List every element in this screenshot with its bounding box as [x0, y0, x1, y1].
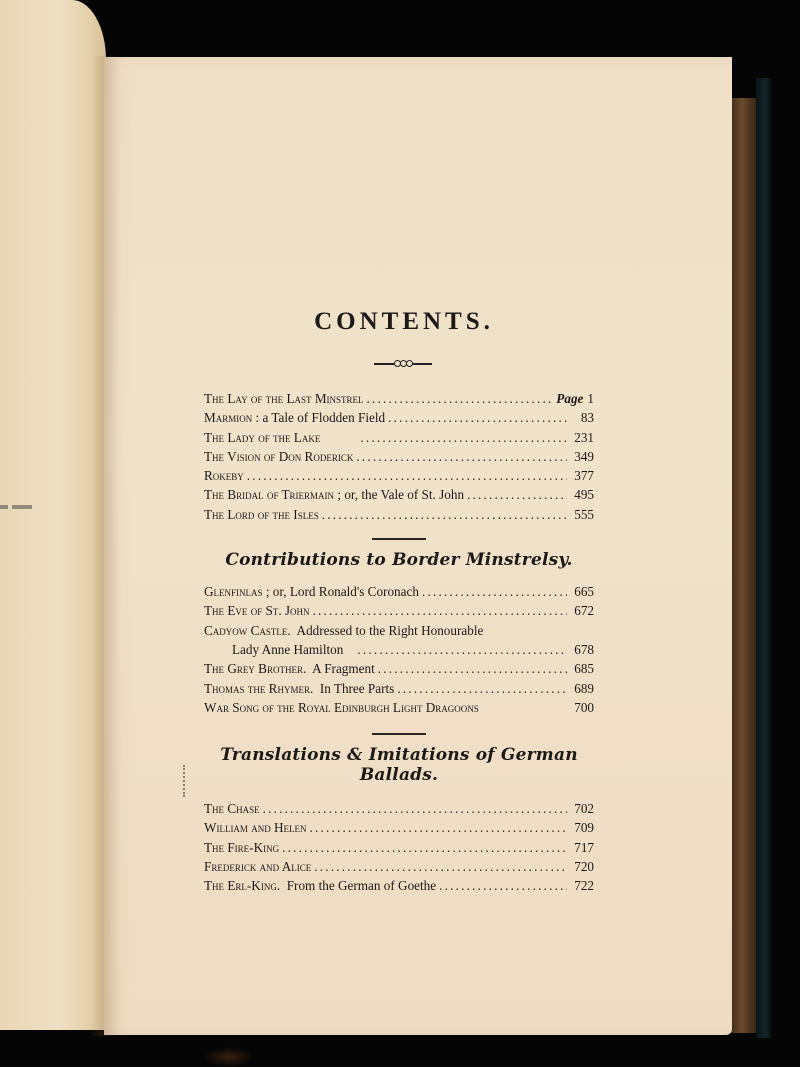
toc-entry[interactable]: [204, 466, 594, 485]
book-spine-shadow: [756, 78, 772, 1038]
ornament-divider-icon: [212, 360, 594, 367]
entry-subtitle: : a Tale of Flodden Field: [252, 410, 386, 426]
toc-entry[interactable]: [204, 428, 594, 447]
page-gutter: [90, 56, 120, 1036]
entry-page: 349: [574, 448, 594, 464]
dot-leader: [467, 485, 567, 504]
entry-page: 720: [574, 859, 594, 875]
dot-leader: [357, 640, 567, 659]
entry-page: 678: [574, 641, 594, 657]
toc-entry[interactable]: [204, 876, 594, 895]
entry-title: The Lord of the Isles: [204, 506, 319, 522]
entry-page: 717: [574, 839, 594, 855]
entry-title: The Bridal of Triermain: [204, 487, 335, 503]
entry-title: Cadyow Castle.: [204, 622, 291, 638]
entry-page: 702: [574, 801, 594, 817]
entry-title: The Lady of the Lake: [204, 429, 321, 445]
entry-title: The Eve of St. John: [204, 603, 310, 619]
dot-leader: [360, 428, 567, 447]
toc-entry[interactable]: [204, 698, 594, 717]
dot-leader: [356, 447, 567, 466]
entry-subtitle: From the German of Goethe: [280, 878, 437, 894]
toc-entry[interactable]: [204, 447, 594, 466]
toc-entry[interactable]: [204, 505, 594, 524]
entry-page: 685: [574, 661, 594, 677]
toc-entry[interactable]: [204, 857, 594, 876]
foxing-stain: [204, 1047, 254, 1067]
dot-leader: [397, 679, 567, 698]
dot-leader: [322, 505, 567, 524]
entry-page: 83: [580, 410, 594, 426]
entry-title: William and Helen: [204, 820, 307, 836]
entry-subtitle: Addressed to the Right Honourable: [290, 622, 484, 638]
toc-entry[interactable]: [204, 389, 594, 408]
entry-title: The Lay of the Last Minstrel: [204, 391, 364, 406]
entry-subtitle: Lady Anne Hamilton: [232, 641, 344, 657]
entry-page: 689: [574, 680, 594, 696]
entry-page: 665: [574, 584, 594, 600]
pencil-margin-mark: [183, 765, 189, 797]
entry-page: 495: [574, 487, 594, 503]
toc-entry[interactable]: [204, 582, 594, 601]
entry-page: 709: [574, 820, 594, 836]
entry-title: The Grey Brother.: [204, 661, 307, 677]
dot-leader: [367, 389, 554, 408]
entry-page: 231: [574, 429, 594, 445]
dot-leader: [378, 659, 567, 678]
entry-subtitle: ; or, the Vale of St. John: [334, 487, 465, 503]
dot-leader: [247, 466, 567, 485]
dot-leader: [314, 857, 567, 876]
entry-title: The Erl-King.: [204, 878, 281, 894]
entry-page: 555: [574, 506, 594, 522]
toc-entry[interactable]: [204, 601, 594, 620]
entry-subtitle: In Three Parts: [313, 680, 395, 696]
entry-subtitle: A Fragment: [306, 661, 375, 677]
section-main-poems: [204, 389, 594, 524]
entry-title: Glenfinlas: [204, 584, 263, 600]
entry-title: The Chase: [204, 801, 260, 817]
entry-page: 672: [574, 603, 594, 619]
toc-entry[interactable]: [204, 621, 594, 640]
dot-leader: [388, 408, 567, 427]
entry-title: The Fire-King: [204, 839, 280, 855]
ink-mark: [12, 505, 32, 509]
entry-title: The Vision of Don Roderick: [204, 448, 354, 464]
toc-entry[interactable]: [204, 818, 594, 837]
toc-entry[interactable]: [204, 485, 594, 504]
toc-entry[interactable]: [204, 659, 594, 678]
entry-title: Frederick and Alice: [204, 859, 312, 875]
ink-mark: [0, 505, 8, 509]
entry-title: Thomas the Rhymer.: [204, 680, 314, 696]
page-prefix: Page: [556, 391, 584, 406]
toc-entry[interactable]: [204, 679, 594, 698]
dot-leader: [422, 582, 567, 601]
entry-subtitle: ; or, Lord Ronald's Coronach: [262, 584, 419, 600]
table-of-contents: [204, 300, 594, 896]
book-cover-edge: [730, 98, 756, 1033]
entry-title: War Song of the Royal Edinburgh Light Dragoons: [204, 699, 479, 715]
dot-leader: [310, 818, 567, 837]
section-divider: [372, 538, 426, 540]
section-border-minstrelsy: [204, 550, 594, 717]
section-divider: [372, 733, 426, 735]
toc-entry[interactable]: [204, 799, 594, 818]
dot-leader: [313, 601, 567, 620]
entry-page: 700: [574, 699, 594, 715]
entry-page: Page 1: [556, 391, 594, 406]
dot-leader: [282, 838, 567, 857]
entry-page: 722: [574, 878, 594, 894]
entry-title: Marmion: [204, 410, 253, 426]
toc-entry[interactable]: [204, 408, 594, 427]
dot-leader: [263, 799, 567, 818]
section-german-ballads: [204, 745, 594, 895]
section-heading: Contributions to Border Minstrelsy.: [225, 550, 573, 571]
dot-leader: [439, 876, 567, 895]
entry-page: 377: [574, 468, 594, 484]
page-title: CONTENTS.: [314, 308, 494, 335]
section-heading: Translations & Imitations of German Ballads.: [220, 745, 578, 786]
toc-entry-continuation[interactable]: [204, 640, 594, 659]
entry-title: Rokeby: [204, 468, 244, 484]
toc-entry[interactable]: [204, 838, 594, 857]
